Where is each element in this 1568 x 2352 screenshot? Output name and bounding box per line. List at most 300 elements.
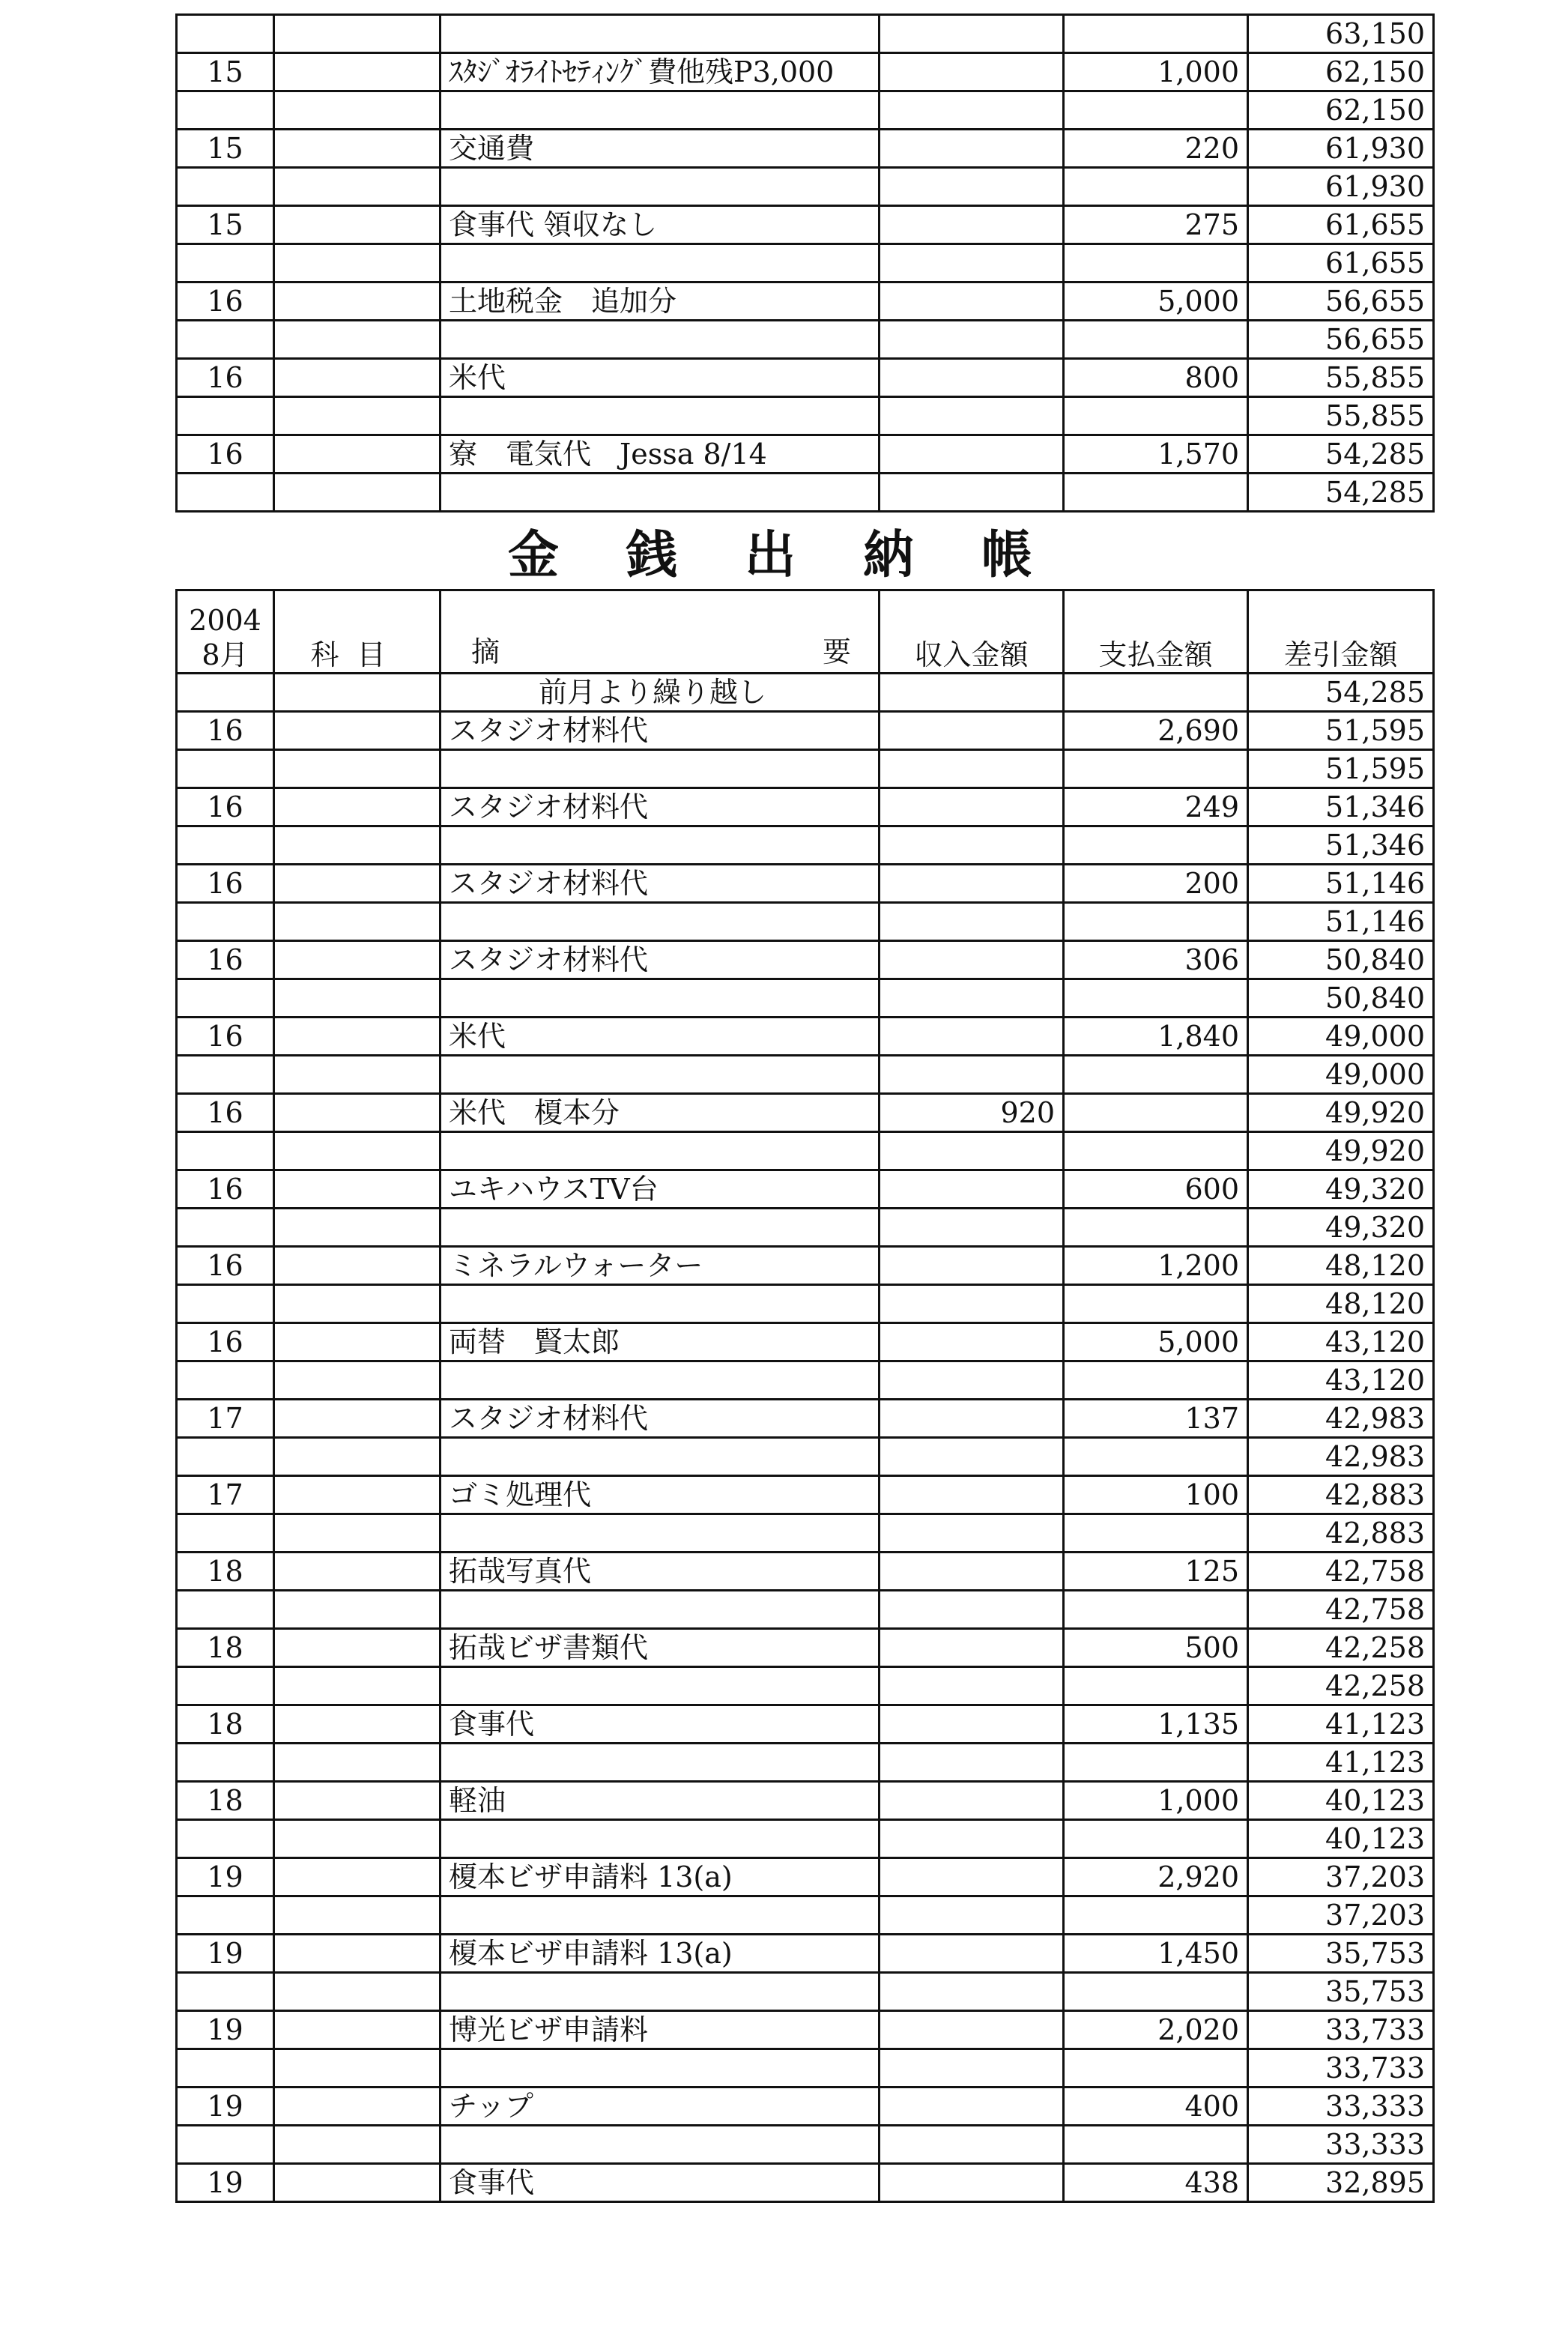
table-row (177, 941, 1434, 979)
cell-subject (274, 1094, 441, 1132)
cell-income (880, 1132, 1064, 1170)
cell-description: 榎本ビザ申請料 13(a) (441, 1935, 880, 1973)
ledger-table-main (175, 589, 1435, 2203)
table-row (177, 2088, 1434, 2126)
cell-date: 19 (177, 1935, 274, 1973)
cell-description: 博光ビザ申請料 (441, 2011, 880, 2049)
ledger-header-row (177, 590, 1434, 674)
cell-balance: 50,840 (1248, 979, 1434, 1018)
cell-income (880, 865, 1064, 903)
cell-balance: 41,123 (1248, 1705, 1434, 1744)
cell-payment (1064, 979, 1248, 1018)
cell-balance: 54,285 (1248, 474, 1434, 512)
cell-description (441, 1361, 880, 1400)
cell-subject (274, 1247, 441, 1285)
carry-over-payment (1064, 674, 1248, 712)
table-row (177, 1935, 1434, 1973)
cell-income (880, 941, 1064, 979)
cell-description (441, 1514, 880, 1553)
header-desc-left: 摘 (471, 635, 500, 668)
cell-income (880, 474, 1064, 512)
table-row (177, 1820, 1434, 1858)
cell-income (880, 1591, 1064, 1629)
cell-balance: 33,733 (1248, 2011, 1434, 2049)
cell-subject (274, 1591, 441, 1629)
cell-income (880, 979, 1064, 1018)
cell-subject (274, 979, 441, 1018)
cell-subject (274, 130, 441, 168)
cell-income (880, 1323, 1064, 1361)
cell-payment: 1,570 (1064, 435, 1248, 474)
cell-date: 19 (177, 2088, 274, 2126)
cell-description: 米代 (441, 359, 880, 397)
ledger-top-body (177, 15, 1434, 512)
cell-date: 16 (177, 1018, 274, 1056)
cell-subject (274, 474, 441, 512)
cell-income (880, 1973, 1064, 2011)
cell-income (880, 1209, 1064, 1247)
cell-subject (274, 435, 441, 474)
cell-date: 18 (177, 1782, 274, 1820)
cell-balance: 33,333 (1248, 2088, 1434, 2126)
table-row (177, 1247, 1434, 1285)
cell-date: 16 (177, 1170, 274, 1209)
cell-payment: 249 (1064, 788, 1248, 826)
header-description-cell (441, 590, 880, 674)
table-row (177, 91, 1434, 130)
cell-date (177, 1209, 274, 1247)
cell-description: 拓哉写真代 (441, 1553, 880, 1591)
cell-payment: 800 (1064, 359, 1248, 397)
cell-description (441, 1591, 880, 1629)
cell-date: 16 (177, 1247, 274, 1285)
ledger-table-top (175, 13, 1435, 513)
table-row (177, 2049, 1434, 2088)
cell-balance: 35,753 (1248, 1973, 1434, 2011)
cell-balance: 33,733 (1248, 2049, 1434, 2088)
cell-income (880, 282, 1064, 321)
cell-description (441, 1438, 880, 1476)
cell-date (177, 1438, 274, 1476)
cell-subject (274, 1820, 441, 1858)
table-row (177, 1973, 1434, 2011)
cell-payment (1064, 321, 1248, 359)
table-row (177, 15, 1434, 53)
cell-description: 榎本ビザ申請料 13(a) (441, 1858, 880, 1896)
cell-balance: 62,150 (1248, 53, 1434, 91)
table-row (177, 53, 1434, 91)
cell-description: 拓哉ビザ書類代 (441, 1629, 880, 1667)
cell-description (441, 903, 880, 941)
cell-income (880, 1553, 1064, 1591)
cell-description: ゴミ処理代 (441, 1476, 880, 1514)
cell-subject (274, 1744, 441, 1782)
cell-subject (274, 1170, 441, 1209)
cell-subject (274, 359, 441, 397)
ledger-main-body (177, 590, 1434, 2202)
cell-description (441, 1056, 880, 1094)
cell-date (177, 1591, 274, 1629)
cell-payment (1064, 1973, 1248, 2011)
cell-subject (274, 1018, 441, 1056)
cell-date (177, 397, 274, 435)
cell-payment (1064, 903, 1248, 941)
cell-payment: 275 (1064, 206, 1248, 244)
cell-date: 18 (177, 1553, 274, 1591)
table-row (177, 1514, 1434, 1553)
cell-description: スタジオ材料代 (441, 1400, 880, 1438)
cell-balance: 33,333 (1248, 2126, 1434, 2164)
cell-balance: 56,655 (1248, 282, 1434, 321)
cell-subject (274, 1896, 441, 1935)
cell-date (177, 1285, 274, 1323)
cell-payment: 220 (1064, 130, 1248, 168)
cell-description (441, 826, 880, 865)
cell-subject (274, 397, 441, 435)
table-row (177, 1323, 1434, 1361)
cell-description (441, 1132, 880, 1170)
cell-income (880, 1629, 1064, 1667)
cell-balance: 55,855 (1248, 359, 1434, 397)
cell-subject (274, 941, 441, 979)
cell-date: 18 (177, 1629, 274, 1667)
cell-income (880, 1438, 1064, 1476)
cell-description (441, 321, 880, 359)
cell-income (880, 2011, 1064, 2049)
table-row (177, 282, 1434, 321)
cell-subject (274, 2088, 441, 2126)
table-row (177, 2126, 1434, 2164)
cell-income (880, 903, 1064, 941)
cell-description: 食事代 (441, 2164, 880, 2202)
table-row (177, 321, 1434, 359)
cell-description: 食事代 (441, 1705, 880, 1744)
cell-income (880, 2126, 1064, 2164)
cell-subject (274, 2164, 441, 2202)
cell-subject (274, 168, 441, 206)
cell-income (880, 321, 1064, 359)
cell-income (880, 2088, 1064, 2126)
cell-income (880, 359, 1064, 397)
cell-balance: 51,595 (1248, 750, 1434, 788)
cell-date: 15 (177, 206, 274, 244)
cell-income (880, 1896, 1064, 1935)
cell-date: 17 (177, 1476, 274, 1514)
cell-subject (274, 1705, 441, 1744)
cell-balance: 42,258 (1248, 1667, 1434, 1705)
table-row (177, 712, 1434, 750)
cell-income (880, 1476, 1064, 1514)
ledger-title: 金銭出納帳 (507, 526, 1100, 585)
cell-payment: 125 (1064, 1553, 1248, 1591)
cell-date: 16 (177, 712, 274, 750)
cell-income (880, 1705, 1064, 1744)
cell-balance: 42,983 (1248, 1400, 1434, 1438)
cell-description (441, 2049, 880, 2088)
cell-income (880, 397, 1064, 435)
cell-balance: 42,258 (1248, 1629, 1434, 1667)
cell-subject (274, 1667, 441, 1705)
cell-description: 米代 (441, 1018, 880, 1056)
cell-income (880, 1018, 1064, 1056)
cell-payment: 5,000 (1064, 282, 1248, 321)
cell-balance: 37,203 (1248, 1896, 1434, 1935)
table-row (177, 1361, 1434, 1400)
cell-payment: 400 (1064, 2088, 1248, 2126)
cell-description: スタジオ材料代 (441, 712, 880, 750)
cell-balance: 35,753 (1248, 1935, 1434, 1973)
cell-income (880, 712, 1064, 750)
cell-date: 16 (177, 865, 274, 903)
cell-income (880, 2049, 1064, 2088)
cell-payment (1064, 1209, 1248, 1247)
table-row (177, 1438, 1434, 1476)
cell-date (177, 2126, 274, 2164)
cell-date: 15 (177, 53, 274, 91)
cell-subject (274, 206, 441, 244)
table-row (177, 1132, 1434, 1170)
cell-description (441, 474, 880, 512)
cell-date (177, 91, 274, 130)
cell-date (177, 979, 274, 1018)
cell-balance: 42,758 (1248, 1591, 1434, 1629)
cell-payment (1064, 1667, 1248, 1705)
table-row (177, 168, 1434, 206)
cell-date (177, 1820, 274, 1858)
table-row (177, 1896, 1434, 1935)
cell-subject (274, 750, 441, 788)
header-subject: 科目 (274, 590, 441, 674)
cell-subject (274, 1935, 441, 1973)
cell-payment (1064, 1591, 1248, 1629)
cell-balance: 50,840 (1248, 941, 1434, 979)
cell-payment (1064, 244, 1248, 282)
cell-balance: 54,285 (1248, 435, 1434, 474)
cell-income (880, 1935, 1064, 1973)
cell-income (880, 1744, 1064, 1782)
cell-payment: 100 (1064, 1476, 1248, 1514)
cell-balance: 42,983 (1248, 1438, 1434, 1476)
cell-balance: 40,123 (1248, 1820, 1434, 1858)
cell-income (880, 206, 1064, 244)
cell-description (441, 750, 880, 788)
table-row (177, 1476, 1434, 1514)
cell-payment (1064, 1896, 1248, 1935)
cell-balance: 42,883 (1248, 1514, 1434, 1553)
cell-payment (1064, 1820, 1248, 1858)
carry-over-row (177, 674, 1434, 712)
cell-balance: 43,120 (1248, 1361, 1434, 1400)
cell-income: 920 (880, 1094, 1064, 1132)
cell-date: 16 (177, 788, 274, 826)
cell-income (880, 1820, 1064, 1858)
cell-income (880, 1782, 1064, 1820)
cell-description: 土地税金 追加分 (441, 282, 880, 321)
cell-description: 米代 榎本分 (441, 1094, 880, 1132)
cell-date (177, 2049, 274, 2088)
header-payment: 支払金額 (1064, 590, 1248, 674)
cell-description: ミネラルウォーター (441, 1247, 880, 1285)
cell-subject (274, 712, 441, 750)
cell-balance: 32,895 (1248, 2164, 1434, 2202)
cell-payment (1064, 1514, 1248, 1553)
cell-subject (274, 2126, 441, 2164)
cell-balance: 51,146 (1248, 903, 1434, 941)
header-balance: 差引金額 (1248, 590, 1434, 674)
table-row (177, 1629, 1434, 1667)
cell-date: 18 (177, 1705, 274, 1744)
cell-balance: 56,655 (1248, 321, 1434, 359)
table-row (177, 979, 1434, 1018)
cell-balance: 41,123 (1248, 1744, 1434, 1782)
table-row (177, 1744, 1434, 1782)
header-month: 8月 (202, 638, 249, 671)
table-row (177, 435, 1434, 474)
cell-subject (274, 2011, 441, 2049)
cell-income (880, 53, 1064, 91)
cell-description (441, 91, 880, 130)
cell-balance: 55,855 (1248, 397, 1434, 435)
cell-balance: 49,920 (1248, 1094, 1434, 1132)
cell-date: 19 (177, 1858, 274, 1896)
cell-income (880, 1858, 1064, 1896)
cell-description (441, 1973, 880, 2011)
cell-description: ユキハウスTV台 (441, 1170, 880, 1209)
table-row (177, 1705, 1434, 1744)
cell-description: 食事代 領収なし (441, 206, 880, 244)
cell-balance: 49,000 (1248, 1056, 1434, 1094)
cell-income (880, 1361, 1064, 1400)
cell-description: スタジオ材料代 (441, 788, 880, 826)
cell-description (441, 1744, 880, 1782)
cell-description (441, 168, 880, 206)
header-year: 2004 (189, 604, 261, 637)
cell-subject (274, 91, 441, 130)
table-row (177, 1285, 1434, 1323)
cell-date (177, 1514, 274, 1553)
cell-payment (1064, 1438, 1248, 1476)
cell-date (177, 750, 274, 788)
table-row (177, 1170, 1434, 1209)
cell-date: 16 (177, 282, 274, 321)
table-row (177, 1858, 1434, 1896)
cell-subject (274, 282, 441, 321)
cell-payment: 1,000 (1064, 53, 1248, 91)
cell-balance: 61,930 (1248, 168, 1434, 206)
cell-description (441, 1820, 880, 1858)
cell-balance: 43,120 (1248, 1323, 1434, 1361)
cell-balance: 51,146 (1248, 865, 1434, 903)
table-row (177, 1094, 1434, 1132)
table-row (177, 1591, 1434, 1629)
cell-date (177, 1361, 274, 1400)
table-row (177, 206, 1434, 244)
cell-date (177, 903, 274, 941)
table-row (177, 474, 1434, 512)
cell-income (880, 1514, 1064, 1553)
cell-payment (1064, 397, 1248, 435)
table-row (177, 750, 1434, 788)
cell-income (880, 130, 1064, 168)
cell-payment (1064, 2126, 1248, 2164)
cell-description (441, 979, 880, 1018)
cell-date (177, 474, 274, 512)
cell-description (441, 1285, 880, 1323)
cell-subject (274, 1476, 441, 1514)
cell-income (880, 1056, 1064, 1094)
cell-date (177, 321, 274, 359)
cell-balance: 37,203 (1248, 1858, 1434, 1896)
cell-income (880, 1285, 1064, 1323)
cell-description (441, 244, 880, 282)
table-row (177, 903, 1434, 941)
cell-balance: 51,346 (1248, 788, 1434, 826)
cell-subject (274, 1514, 441, 1553)
cell-subject (274, 1323, 441, 1361)
cell-subject (274, 244, 441, 282)
cell-payment (1064, 750, 1248, 788)
cell-payment (1064, 91, 1248, 130)
cell-subject (274, 53, 441, 91)
table-row (177, 1782, 1434, 1820)
cell-income (880, 1400, 1064, 1438)
cell-subject (274, 1782, 441, 1820)
cell-date: 17 (177, 1400, 274, 1438)
cell-date (177, 1973, 274, 2011)
cell-description: 交通費 (441, 130, 880, 168)
cell-subject (274, 2049, 441, 2088)
header-date-cell (177, 590, 274, 674)
table-row (177, 865, 1434, 903)
cell-subject (274, 1285, 441, 1323)
cell-balance: 63,150 (1248, 15, 1434, 53)
cell-date (177, 15, 274, 53)
cell-income (880, 1170, 1064, 1209)
cell-payment: 306 (1064, 941, 1248, 979)
cell-description (441, 1667, 880, 1705)
cell-payment: 2,920 (1064, 1858, 1248, 1896)
table-row (177, 2011, 1434, 2049)
cell-description: チップ (441, 2088, 880, 2126)
cell-payment: 1,450 (1064, 1935, 1248, 1973)
cell-date: 16 (177, 1323, 274, 1361)
cell-subject (274, 1361, 441, 1400)
cell-payment (1064, 1285, 1248, 1323)
cell-payment: 1,135 (1064, 1705, 1248, 1744)
cell-date: 16 (177, 359, 274, 397)
cell-balance: 51,595 (1248, 712, 1434, 750)
cell-income (880, 435, 1064, 474)
cell-subject (274, 1056, 441, 1094)
cell-payment: 2,690 (1064, 712, 1248, 750)
cell-payment: 1,000 (1064, 1782, 1248, 1820)
cell-payment (1064, 1744, 1248, 1782)
cell-payment: 438 (1064, 2164, 1248, 2202)
cell-description: 軽油 (441, 1782, 880, 1820)
cell-subject (274, 788, 441, 826)
cell-subject (274, 1132, 441, 1170)
cell-balance: 48,120 (1248, 1285, 1434, 1323)
cell-payment: 137 (1064, 1400, 1248, 1438)
table-row (177, 130, 1434, 168)
cell-date: 15 (177, 130, 274, 168)
cell-balance: 40,123 (1248, 1782, 1434, 1820)
cell-income (880, 2164, 1064, 2202)
cell-payment (1064, 1361, 1248, 1400)
table-row (177, 1209, 1434, 1247)
cell-date (177, 1132, 274, 1170)
cell-balance: 42,883 (1248, 1476, 1434, 1514)
